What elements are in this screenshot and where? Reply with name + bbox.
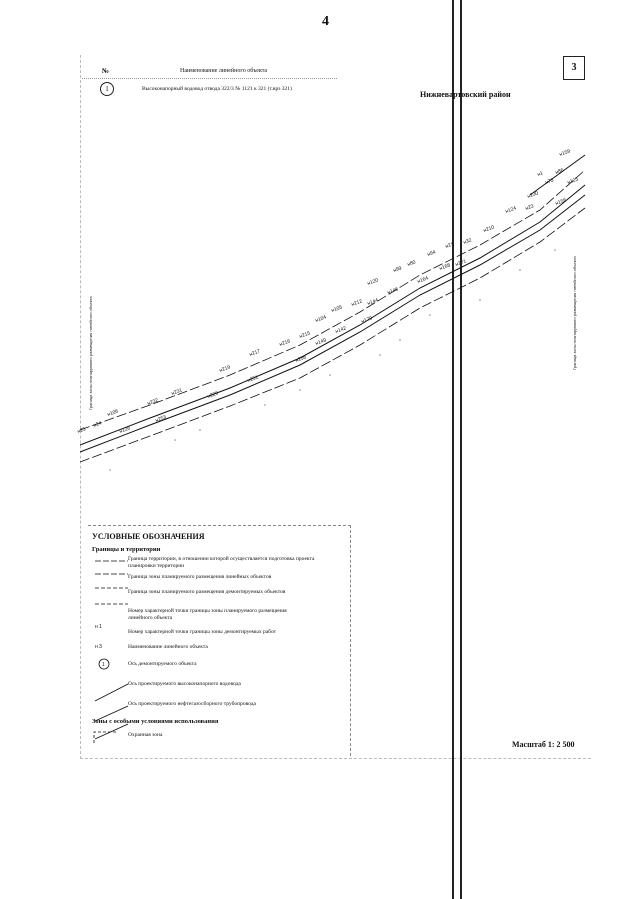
- map-point-label: н94: [426, 249, 437, 258]
- boundary-label-left: Граница зоны планируемого размещения линейного объекта: [88, 296, 93, 410]
- scale-label: Масштаб 1: 2 500: [512, 740, 575, 749]
- legend-section-2: Зоны с особыми условиями использования: [92, 718, 219, 725]
- legend-title: УСЛОВНЫЕ ОБОЗНАЧЕНИЯ: [92, 532, 205, 541]
- legend-item: Ось проектируемого высоконапорного водовода: [128, 681, 241, 687]
- map-point-label: н99: [392, 265, 403, 274]
- map-point-label: н210: [482, 224, 496, 234]
- title-row-name: Высоконапорный водовод отвода 322/3 № 1121 к 321 (т.врз 321): [142, 86, 292, 92]
- map-point-label: н158: [554, 197, 568, 207]
- sheet-number: 3: [563, 56, 585, 80]
- map-point-label: н159: [558, 148, 572, 158]
- map-point-label: н216: [278, 338, 292, 348]
- district-label: Нижневартовский район: [420, 90, 511, 99]
- map-point-label: н149: [314, 337, 328, 347]
- map-point-label: н120: [366, 277, 380, 287]
- map-point-label: н168: [438, 262, 452, 272]
- legend-item: Наименование линейного объекта: [128, 644, 208, 650]
- map-point-label: н253: [154, 414, 168, 424]
- map-point-label: н124: [504, 205, 518, 215]
- map-point-label: н73: [544, 177, 555, 186]
- legend-point-sym-1: н 1: [95, 624, 102, 630]
- legend-item: Номер характерной точки границы зоны планируемого размещения линейного объекта: [128, 608, 287, 621]
- title-col-name: Наименование линейного объекта: [180, 68, 268, 74]
- map-point-label: н164: [416, 275, 430, 285]
- legend-circle-sym: 1: [102, 662, 105, 668]
- legend-item: Граница зоны планируемого размещения линейных объектов: [128, 574, 272, 580]
- map-point-label: н232: [146, 397, 160, 407]
- map-point-label: н86: [554, 167, 565, 176]
- map-point-label: н32: [462, 237, 473, 246]
- map-point-label: н142: [334, 325, 348, 335]
- map-point-label: н230: [526, 190, 540, 200]
- map-point-label: н271: [454, 258, 468, 268]
- map-point-label: н21: [444, 241, 455, 250]
- map-point-label: н256: [294, 354, 308, 364]
- map-point-label: н1: [536, 170, 544, 178]
- map-point-label: н125: [566, 176, 580, 186]
- title-col-no: №: [102, 67, 110, 75]
- map-point-label: н144: [366, 297, 380, 307]
- map-point-label: н231: [170, 387, 184, 397]
- legend-item: Номер характерной точки границы зоны демонтируемых работ: [128, 629, 277, 635]
- map-point-label: н126: [118, 425, 132, 435]
- map-point-label: н23: [524, 203, 535, 212]
- boundary-label-right: Граница зоны планируемого размещения линейного объекта: [572, 256, 577, 370]
- page-number: 4: [322, 14, 329, 29]
- legend-item: Ось проектируемого нефтегазосборного трубопровода: [128, 701, 257, 707]
- legend-point-sym-2: н 3: [95, 644, 102, 650]
- title-row-index: 1: [100, 82, 114, 96]
- legend-zone-symbol: [92, 728, 122, 748]
- legend-section-1: Границы и территории: [92, 546, 161, 553]
- map-point-label: н24: [92, 420, 103, 429]
- legend-item: Граница территории, в отношении которой осуществляется подготовка проекта планировки территории: [128, 556, 315, 569]
- map-point-label: н229: [206, 390, 220, 400]
- map-point-label: н106: [106, 408, 120, 418]
- map-point-label: н219: [218, 364, 232, 374]
- legend-item: Ось демонтируемого объекта: [128, 661, 197, 667]
- map-point-label: н217: [248, 348, 262, 358]
- map-point-label: н105: [330, 304, 344, 314]
- pipeline-axis-2: [80, 195, 585, 452]
- map-point-label: н212: [350, 298, 364, 308]
- map-point-label: н170: [360, 315, 374, 325]
- legend: [88, 525, 351, 756]
- map-point-label: н104: [314, 314, 328, 324]
- map-point-label: н80: [406, 259, 417, 268]
- map-point-label: н146: [386, 286, 400, 296]
- legend-item: Охранная зона: [128, 732, 163, 738]
- pipeline-axis-1: [80, 185, 585, 445]
- legend-item: Граница зоны планируемого размещения демонтируемых объектов: [128, 589, 286, 595]
- map-point-label: н215: [298, 330, 312, 340]
- map-point-label: н251: [246, 374, 260, 384]
- map-point-label: н25: [76, 426, 87, 435]
